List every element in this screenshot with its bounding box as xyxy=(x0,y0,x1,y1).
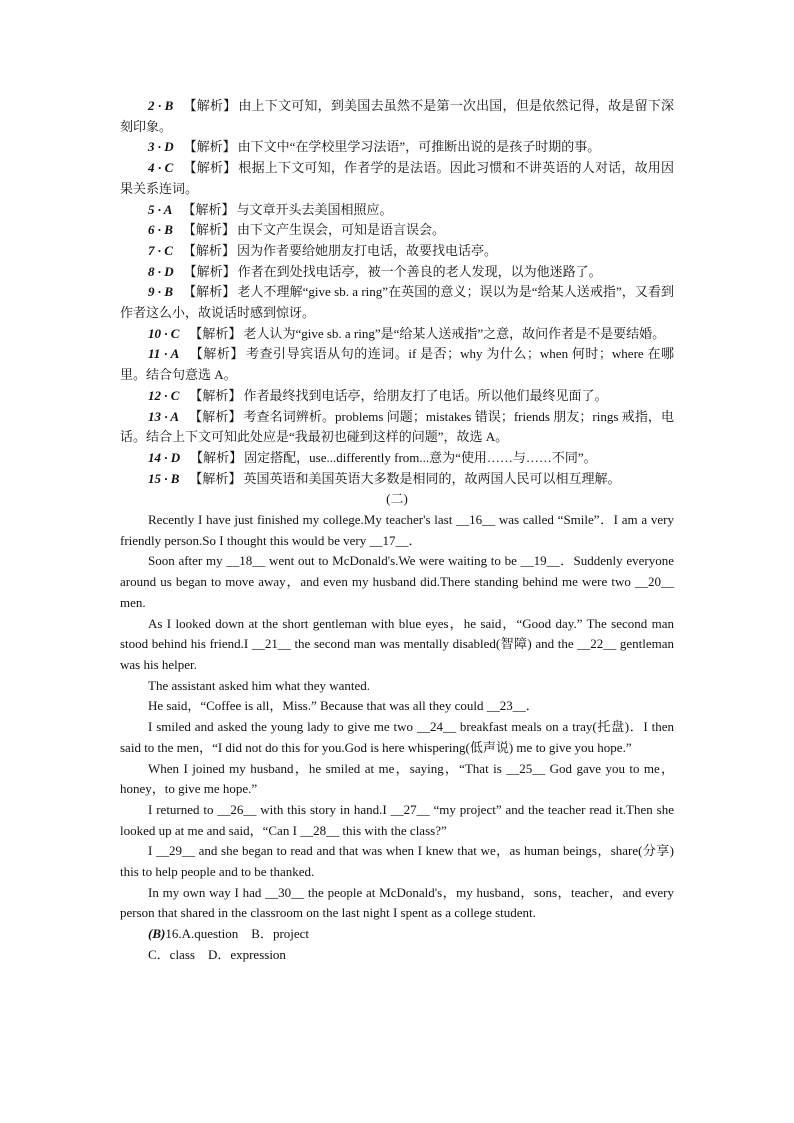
answer-number: 15 · B xyxy=(148,470,180,486)
answer-number: 6 · B xyxy=(148,222,173,238)
question-options-1: 16.A.question B．project xyxy=(165,926,310,942)
analysis-text: 考查引导宾语从句的连词。if 是否；why 为什么；when 何时；where 在哪里。结合句意选 A。 xyxy=(120,346,674,383)
analysis-tag: 【解析】 xyxy=(183,160,237,176)
analysis-text: 老人不理解“give sb. a ring”在英国的意义；误以为是“给某人送戒指”，又看到作者这么小，故说话时感到惊讶。 xyxy=(120,284,674,321)
answer-number: 10 · C xyxy=(148,325,180,341)
answer-item xyxy=(120,200,674,221)
passage-paragraph: As I looked down at the short gentleman with blue eyes，he said，“Good day.” The second man stood behind his friend.I __21__ the second man was mentally disabled(智障) and the __22__ gentleman was his helper. xyxy=(120,615,674,672)
analysis-text: 由上下文可知，到美国去虽然不是第一次出国，但是依然记得，故是留下深刻印象。 xyxy=(120,98,674,134)
passage-paragraph: He said，“Coffee is all，Miss.” Because that was all they could __23__． xyxy=(148,698,539,714)
answer-item xyxy=(120,344,674,385)
analysis-text: 英国英语和美国英语大多数是相同的，故两国人民可以相互理解。 xyxy=(243,470,621,486)
passage-paragraph: When I joined my husband，he smiled at me，saying，“That is __25__ God gave you to me，honey，to give me hope.” xyxy=(120,760,674,797)
analysis-tag: 【解析】 xyxy=(189,346,244,362)
passage-paragraph: I smiled and asked the young lady to give me two __24__ breakfast meals on a tray(托盘)．I then said to the men，“I did not do this for you.God is here whispering(低声说) me to give you hope.” xyxy=(120,719,674,755)
answer-number: 3 · D xyxy=(148,139,174,155)
passage-paragraph: I __29__ and she began to read and that was when I knew that we，as human beings，share(分享) this to help people and to be thanked. xyxy=(120,843,674,880)
analysis-text: 固定搭配，use...differently from...意为“使用……与……不同”。 xyxy=(244,449,597,465)
passage-paragraph: Soon after my __18__ went out to McDonald's.We were waiting to be __19__．Suddenly everyone around us began to move away，and even my husband did.There standing behind me were two __20__ men. xyxy=(120,553,674,610)
analysis-tag: 【解析】 xyxy=(189,387,242,403)
question-line xyxy=(120,924,674,945)
analysis-tag: 【解析】 xyxy=(183,284,236,300)
answer-item xyxy=(120,407,674,448)
answer-number: 7 · C xyxy=(148,242,173,258)
question-options-2: C．class D．expression xyxy=(148,946,286,962)
answer-number: 5 · A xyxy=(148,201,173,217)
answer-item xyxy=(120,220,674,241)
analysis-tag: 【解析】 xyxy=(183,263,236,279)
analysis-tag: 【解析】 xyxy=(183,98,237,113)
analysis-tag: 【解析】 xyxy=(189,408,242,424)
answer-item xyxy=(120,262,674,283)
answer-item xyxy=(120,448,674,469)
analysis-text: 根据上下文可知，作者学的是法语。因此习惯和不讲英语的人对话，故用因果关系连词。 xyxy=(120,160,674,196)
answer-item xyxy=(120,96,674,137)
answer-item xyxy=(120,241,674,262)
answer-item xyxy=(120,137,674,158)
answer-item xyxy=(120,386,674,407)
answer-number: 14 · D xyxy=(148,449,181,465)
cloze-passage xyxy=(120,510,674,924)
analysis-tag: 【解析】 xyxy=(190,449,243,465)
answer-number: 2 · B xyxy=(148,98,174,113)
analysis-tag: 【解析】 xyxy=(182,201,235,217)
analysis-text: 作者在到处找电话亭，被一个善良的老人发现，以为他迷路了。 xyxy=(237,263,602,279)
question-16 xyxy=(120,924,674,965)
answer-number: 8 · D xyxy=(148,263,174,279)
analysis-tag: 【解析】 xyxy=(189,325,242,341)
analysis-text: 由下文中“在学校里学习法语”，可推断出说的是孩子时期的事。 xyxy=(237,139,601,155)
analysis-tag: 【解析】 xyxy=(183,139,236,155)
question-answer: (B) xyxy=(148,926,166,942)
answer-number: 13 · A xyxy=(148,408,180,424)
section-title: (二) xyxy=(386,491,408,507)
passage-paragraph: I returned to __26__ with this story in hand.I __27__ “my project” and the teacher read it.Then she looked up at me and said，“Can I __28__ this with the class?” xyxy=(120,801,674,838)
analysis-tag: 【解析】 xyxy=(182,222,235,238)
answer-number: 12 · C xyxy=(148,387,180,403)
answer-explanations xyxy=(120,96,674,966)
passage-paragraph: In my own way I had __30__ the people at McDonald's，my husband，sons，teacher，and every person that shared in the classroom on the last night I spent as a college student. xyxy=(120,884,674,921)
passage-paragraph: Recently I have just finished my college.My teacher's last __16__ was called “Smile”．I am a very friendly person.So I thought this would be very __17__． xyxy=(120,512,674,548)
answer-number: 9 · B xyxy=(148,284,174,300)
passage-paragraph: The assistant asked him what they wanted. xyxy=(148,677,371,693)
analysis-text: 由下文产生误会，可知是语言误会。 xyxy=(236,222,445,238)
analysis-tag: 【解析】 xyxy=(189,470,242,486)
analysis-text: 与文章开头去美国相照应。 xyxy=(236,201,393,217)
answer-number: 4 · C xyxy=(148,160,174,176)
answer-item xyxy=(120,282,674,323)
analysis-text: 考查名词辨析。problems 问题；mistakes 错误；friends 朋友；rings 戒指，电话。结合上下文可知此处应是“我最初也碰到这样的问题”，故选 A。 xyxy=(120,408,674,445)
answer-item xyxy=(120,158,674,199)
answer-item xyxy=(120,469,674,490)
analysis-tag: 【解析】 xyxy=(182,242,235,258)
analysis-text: 老人认为“give sb. a ring”是“给某人送戒指”之意，故问作者是不是要结婚。 xyxy=(243,325,666,341)
answer-item xyxy=(120,324,674,345)
answer-number: 11 · A xyxy=(148,346,180,362)
analysis-text: 因为作者要给她朋友打电话，故要找电话亭。 xyxy=(236,242,497,258)
analysis-text: 作者最终找到电话亭，给朋友打了电话。所以他们最终见面了。 xyxy=(243,387,608,403)
